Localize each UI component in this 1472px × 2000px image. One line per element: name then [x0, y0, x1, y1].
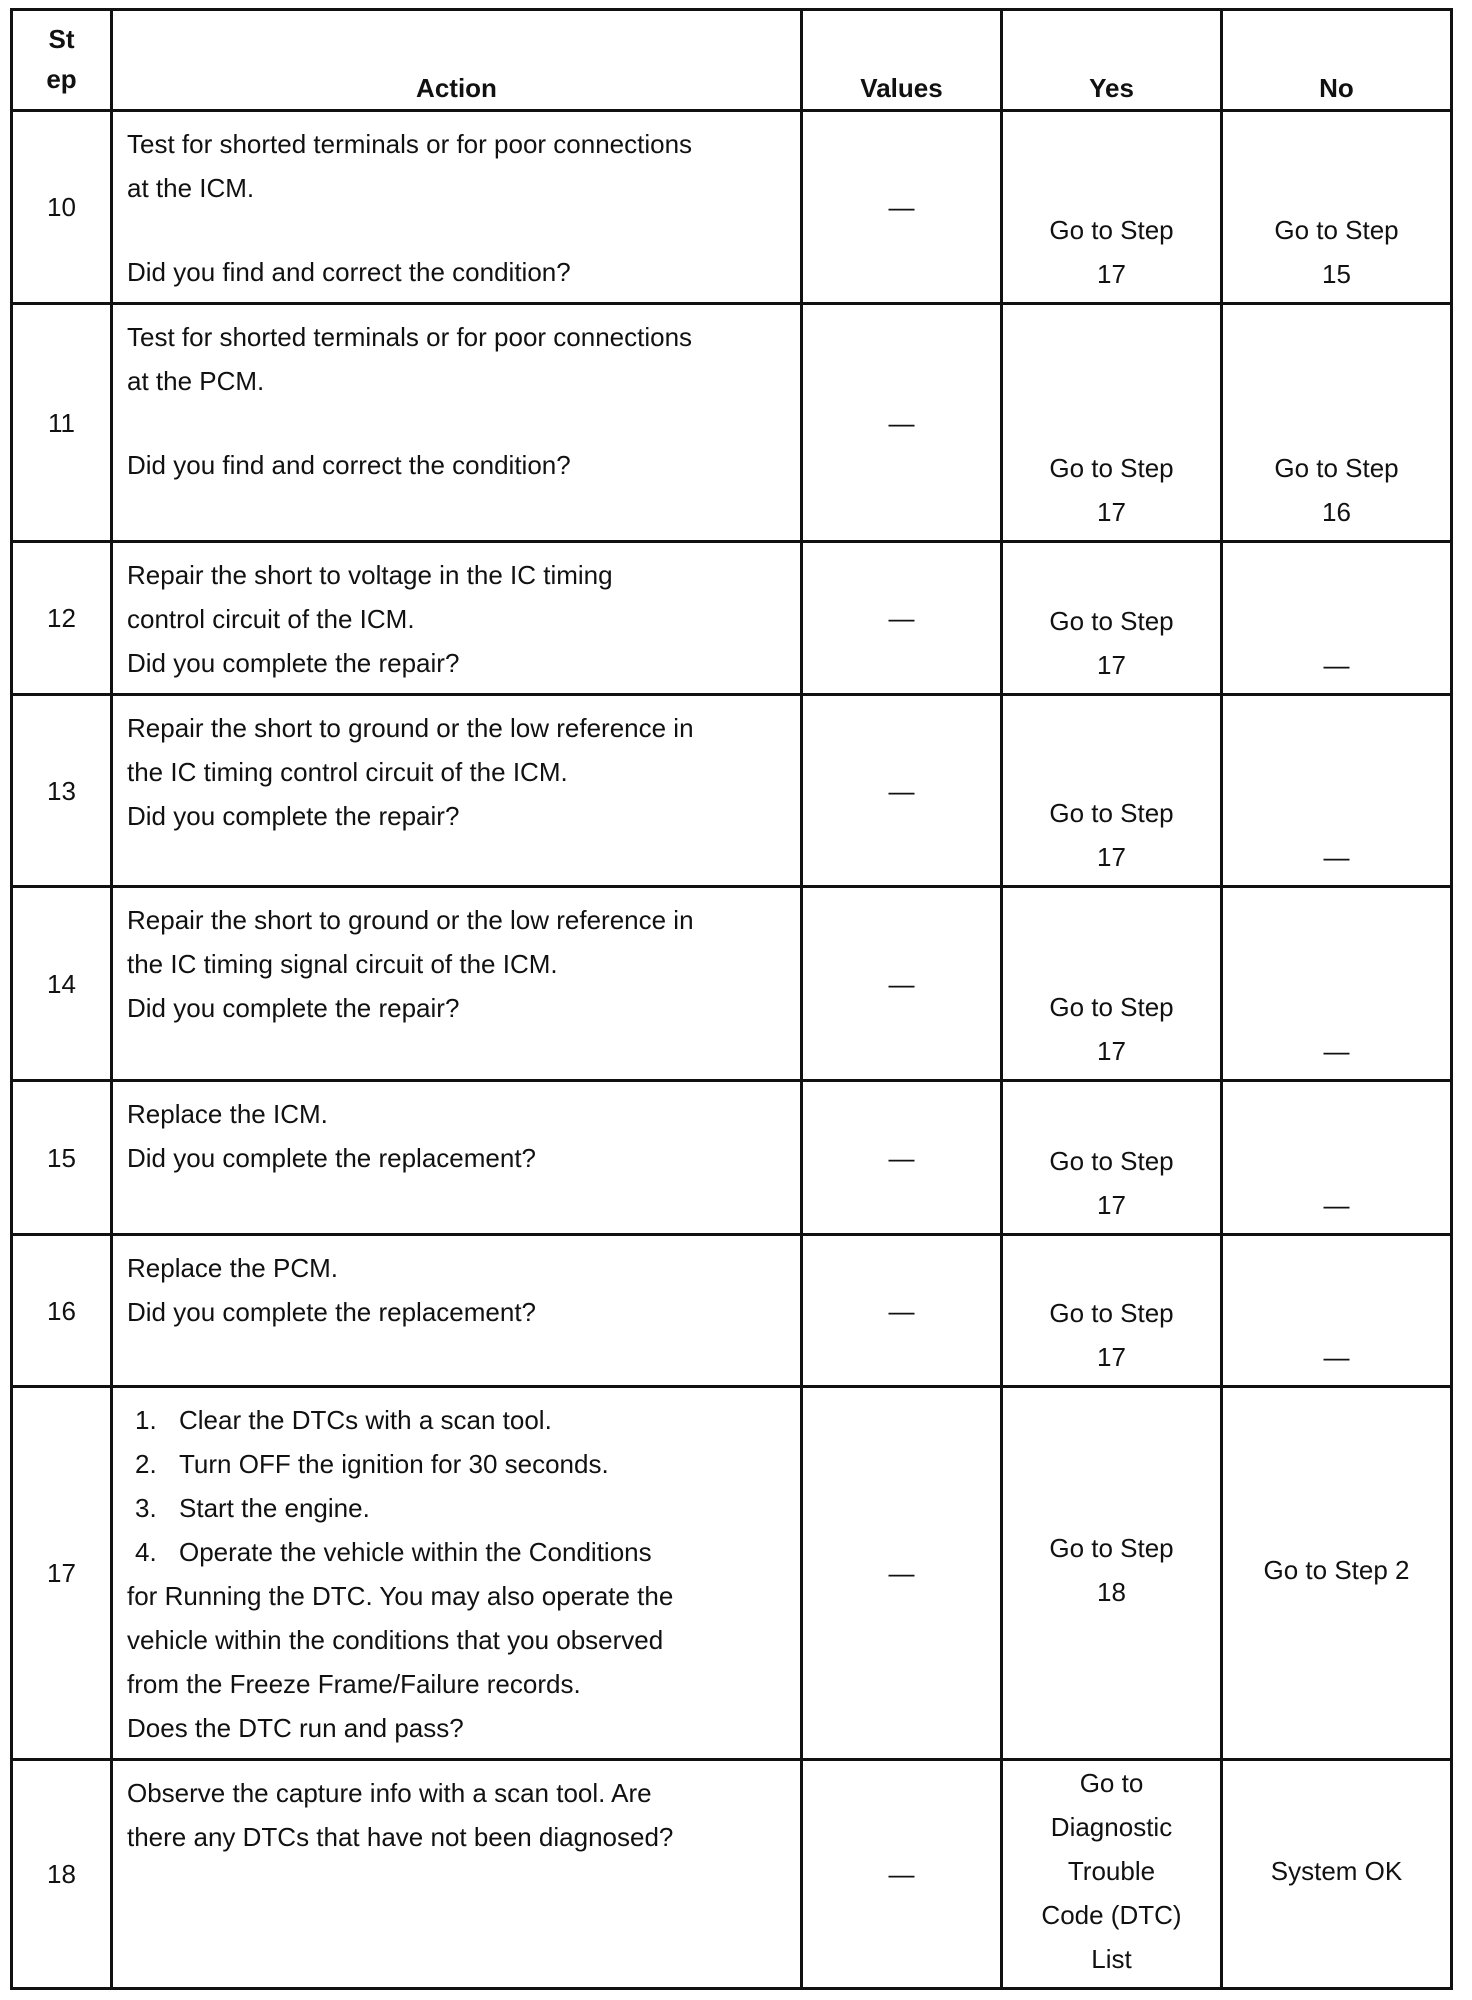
action-question: Did you complete the repair?: [127, 993, 460, 1023]
no-line: Go to Step: [1274, 453, 1399, 483]
no-cell: —: [1222, 1235, 1452, 1387]
list-item: 4. Operate the vehicle within the Conditions: [135, 1537, 652, 1567]
list-item: 1. Clear the DTCs with a scan tool.: [135, 1405, 552, 1435]
values-cell: —: [802, 1235, 1002, 1387]
step-number: 17: [12, 1387, 112, 1760]
yes-cell: [1002, 304, 1222, 542]
list-item: 2. Turn OFF the ignition for 30 seconds.: [135, 1449, 609, 1479]
action-cell: [112, 1387, 802, 1760]
action-question: Did you complete the repair?: [127, 801, 460, 831]
yes-line: Go to Step: [1049, 1298, 1174, 1328]
no-cell: Go to Step 2: [1222, 1387, 1452, 1760]
yes-line: 18: [1097, 1577, 1126, 1607]
action-cell: [112, 542, 802, 695]
action-question: Did you complete the replacement?: [127, 1143, 537, 1173]
yes-cell: [1002, 1387, 1222, 1760]
action-line: Repair the short to ground or the low reference in: [127, 905, 694, 935]
action-question: Did you complete the replacement?: [127, 1297, 537, 1327]
values-cell: —: [802, 887, 1002, 1081]
table-row: [12, 1081, 1452, 1235]
yes-line: Code (DTC): [1041, 1900, 1182, 1930]
action-line: the IC timing control circuit of the ICM.: [127, 757, 568, 787]
yes-line: 17: [1097, 842, 1126, 872]
action-cell: [112, 1081, 802, 1235]
yes-line: Go to Step: [1049, 1533, 1174, 1563]
step-number: 14: [12, 887, 112, 1081]
header-step-line2: ep: [46, 64, 77, 94]
step-number: 10: [12, 111, 112, 304]
diagnostic-table: [10, 8, 1453, 1990]
step-number: 11: [12, 304, 112, 542]
yes-line: Go to Step: [1049, 1146, 1174, 1176]
values-cell: —: [802, 695, 1002, 887]
table-row: [12, 1760, 1452, 1989]
action-question: Did you complete the repair?: [127, 648, 460, 678]
yes-cell: [1002, 695, 1222, 887]
action-cell: [112, 111, 802, 304]
table-row: [12, 542, 1452, 695]
no-cell: [1222, 111, 1452, 304]
header-no: No: [1222, 10, 1452, 111]
header-step-line1: St: [48, 24, 75, 54]
yes-line: Diagnostic: [1050, 1812, 1173, 1842]
action-question: Does the DTC run and pass?: [127, 1713, 464, 1743]
list-item: 3. Start the engine.: [135, 1493, 370, 1523]
header-row: [12, 10, 1452, 111]
yes-cell: [1002, 1235, 1222, 1387]
table-row: [12, 111, 1452, 304]
action-cell: [112, 887, 802, 1081]
yes-cell: [1002, 111, 1222, 304]
table-row: [12, 304, 1452, 542]
header-yes: Yes: [1002, 10, 1222, 111]
yes-line: Go to: [1079, 1768, 1144, 1798]
action-line: at the PCM.: [127, 366, 265, 396]
yes-line: Go to Step: [1049, 992, 1174, 1022]
yes-line: 17: [1097, 1036, 1126, 1066]
action-line: Repair the short to ground or the low reference in: [127, 713, 694, 743]
action-line: Observe the capture info with a scan tool. Are: [127, 1778, 652, 1808]
no-line: 16: [1322, 497, 1351, 527]
action-question: Did you find and correct the condition?: [127, 257, 571, 287]
action-cell: [112, 1760, 802, 1989]
action-question: Did you find and correct the condition?: [127, 450, 571, 480]
action-line: Repair the short to voltage in the IC timing: [127, 560, 613, 590]
action-line: Test for shorted terminals or for poor connections: [127, 322, 693, 352]
table-row: [12, 887, 1452, 1081]
step-number: 15: [12, 1081, 112, 1235]
table-row: [12, 695, 1452, 887]
step-number: 16: [12, 1235, 112, 1387]
yes-line: 17: [1097, 497, 1126, 527]
action-line: Replace the ICM.: [127, 1099, 328, 1129]
header-action: Action: [112, 10, 802, 111]
step-number: 12: [12, 542, 112, 695]
table-row: [12, 1235, 1452, 1387]
no-cell: —: [1222, 695, 1452, 887]
values-cell: —: [802, 1081, 1002, 1235]
values-cell: —: [802, 111, 1002, 304]
header-step: [12, 10, 112, 111]
step-number: 18: [12, 1760, 112, 1989]
action-cell: [112, 695, 802, 887]
values-cell: —: [802, 304, 1002, 542]
yes-line: 17: [1097, 259, 1126, 289]
yes-cell: [1002, 887, 1222, 1081]
action-line: for Running the DTC. You may also operate the: [127, 1581, 674, 1611]
action-line: there any DTCs that have not been diagnosed?: [127, 1822, 674, 1852]
action-line: from the Freeze Frame/Failure records.: [127, 1669, 581, 1699]
action-line: Test for shorted terminals or for poor connections: [127, 129, 693, 159]
yes-line: Trouble: [1067, 1856, 1156, 1886]
step-number: 13: [12, 695, 112, 887]
action-line: at the ICM.: [127, 173, 255, 203]
action-cell: [112, 1235, 802, 1387]
values-cell: —: [802, 1760, 1002, 1989]
no-line: Go to Step: [1274, 215, 1399, 245]
values-cell: —: [802, 542, 1002, 695]
yes-line: Go to Step: [1049, 606, 1174, 636]
yes-cell: [1002, 542, 1222, 695]
values-cell: —: [802, 1387, 1002, 1760]
no-cell: System OK: [1222, 1760, 1452, 1989]
yes-line: Go to Step: [1049, 453, 1174, 483]
action-line: Replace the PCM.: [127, 1253, 338, 1283]
yes-line: Go to Step: [1049, 215, 1174, 245]
no-line: 15: [1322, 259, 1351, 289]
no-cell: —: [1222, 1081, 1452, 1235]
yes-line: List: [1091, 1944, 1132, 1974]
yes-line: 17: [1097, 1190, 1126, 1220]
header-values: Values: [802, 10, 1002, 111]
action-line: the IC timing signal circuit of the ICM.: [127, 949, 558, 979]
yes-line: 17: [1097, 650, 1126, 680]
yes-line: 17: [1097, 1342, 1126, 1372]
table-row: [12, 1387, 1452, 1760]
action-cell: [112, 304, 802, 542]
yes-line: Go to Step: [1049, 798, 1174, 828]
no-cell: —: [1222, 542, 1452, 695]
action-line: vehicle within the conditions that you observed: [127, 1625, 664, 1655]
yes-cell: [1002, 1081, 1222, 1235]
yes-cell: [1002, 1760, 1222, 1989]
action-line: control circuit of the ICM.: [127, 604, 415, 634]
no-cell: [1222, 304, 1452, 542]
no-cell: —: [1222, 887, 1452, 1081]
